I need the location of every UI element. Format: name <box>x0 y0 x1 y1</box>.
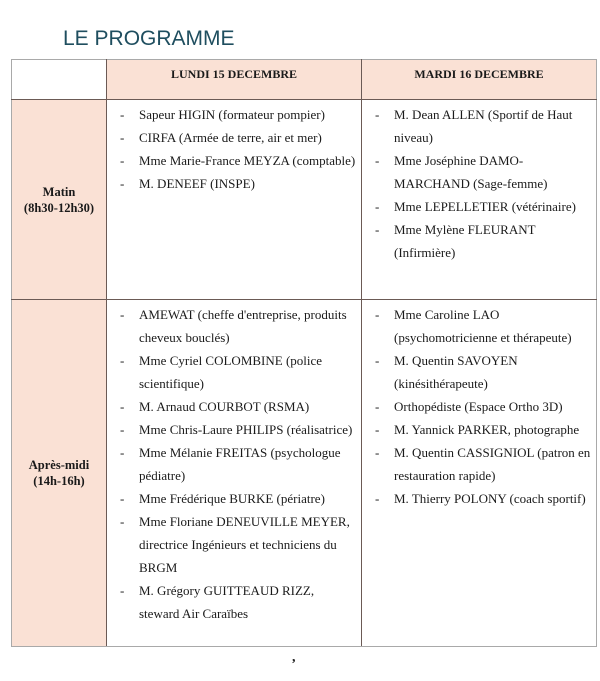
slot-time: (8h30-12h30) <box>23 200 95 215</box>
bullet-dash: - <box>120 445 125 460</box>
slot-afternoon <box>12 300 107 647</box>
speaker-text: Mme Mélanie FREITAS (psychologue pédiatre) <box>139 445 341 483</box>
speaker-item <box>107 579 357 625</box>
bullet-dash: - <box>120 176 125 191</box>
speaker-text: Sapeur HIGIN (formateur pompier) <box>139 107 325 122</box>
speaker-item <box>107 303 357 349</box>
speaker-item <box>107 349 357 395</box>
header-row <box>12 60 597 100</box>
speaker-item <box>362 218 592 264</box>
slot-label: Après-midi <box>28 458 90 472</box>
speaker-text: M. Yannick PARKER, photographe <box>394 422 580 437</box>
speaker-item <box>107 487 357 510</box>
bullet-dash: - <box>120 514 125 529</box>
speaker-item <box>107 149 357 172</box>
bullet-dash: - <box>375 307 380 322</box>
footer-mark: , <box>292 650 296 665</box>
speaker-text: M. Arnaud COURBOT (RSMA) <box>139 399 310 414</box>
bullet-dash: - <box>375 199 380 214</box>
speaker-item <box>362 418 592 441</box>
morning-tuesday-cell <box>362 100 597 300</box>
speaker-text: Mme Floriane DENEUVILLE MEYER, directrice Ingénieurs et techniciens du BRGM <box>139 514 350 575</box>
speaker-item <box>362 487 592 510</box>
bullet-dash: - <box>375 491 380 506</box>
speaker-item <box>362 195 592 218</box>
bullet-dash: - <box>120 153 125 168</box>
speaker-text: M. Dean ALLEN (Sportif de Haut niveau) <box>394 107 573 145</box>
speaker-text: CIRFA (Armée de terre, air et mer) <box>139 130 322 145</box>
header-monday: LUNDI 15 DECEMBRE <box>107 60 362 100</box>
afternoon-tuesday-cell <box>362 300 597 647</box>
speaker-item <box>362 349 592 395</box>
slot-label: Matin <box>42 184 76 199</box>
speaker-text: Mme Chris-Laure PHILIPS (réalisatrice) <box>139 422 353 437</box>
bullet-dash: - <box>375 107 380 122</box>
speaker-text: Mme Caroline LAO (psychomotricienne et thérapeute) <box>394 307 572 345</box>
bullet-dash: - <box>375 445 380 460</box>
speaker-text: AMEWAT (cheffe d'entreprise, produits cheveux bouclés) <box>139 307 347 345</box>
header-tuesday: MARDI 16 DECEMBRE <box>362 60 597 100</box>
speaker-item <box>107 418 357 441</box>
morning-monday-cell <box>107 100 362 300</box>
bullet-dash: - <box>120 422 125 437</box>
speaker-list <box>362 100 596 264</box>
bullet-dash: - <box>375 353 380 368</box>
afternoon-row <box>12 300 597 647</box>
speaker-text: Mme Marie-France MEYZA (comptable) <box>139 153 356 168</box>
speaker-item <box>107 172 357 195</box>
speaker-item <box>362 303 592 349</box>
speaker-text: M. Grégory GUITTEAUD RIZZ, steward Air Caraïbes <box>139 583 315 621</box>
bullet-dash: - <box>120 491 125 506</box>
speaker-text: M. Quentin SAVOYEN (kinésithérapeute) <box>394 353 518 391</box>
speaker-item <box>107 441 357 487</box>
speaker-item <box>107 395 357 418</box>
program-table <box>11 59 597 647</box>
speaker-text: Mme Mylène FLEURANT (Infirmière) <box>394 222 536 260</box>
bullet-dash: - <box>375 422 380 437</box>
speaker-list <box>107 300 361 625</box>
bullet-dash: - <box>120 130 125 145</box>
bullet-dash: - <box>375 399 380 414</box>
speaker-text: Mme LEPELLETIER (vétérinaire) <box>394 199 576 214</box>
slot-time: (14h-16h) <box>33 474 85 488</box>
bullet-dash: - <box>375 153 380 168</box>
speaker-item <box>362 395 592 418</box>
speaker-list <box>107 100 361 195</box>
bullet-dash: - <box>120 107 125 122</box>
slot-morning <box>12 100 107 300</box>
speaker-item <box>362 441 592 487</box>
speaker-item <box>362 149 592 195</box>
speaker-item <box>107 103 357 126</box>
bullet-dash: - <box>120 399 125 414</box>
speaker-item <box>362 103 592 149</box>
speaker-text: M. Thierry POLONY (coach sportif) <box>394 491 586 506</box>
speaker-item <box>107 510 357 579</box>
speaker-item <box>107 126 357 149</box>
bullet-dash: - <box>120 353 125 368</box>
speaker-text: Mme Frédérique BURKE (périatre) <box>139 491 325 506</box>
bullet-dash: - <box>120 307 125 322</box>
speaker-list <box>362 300 596 510</box>
bullet-dash: - <box>120 583 125 598</box>
speaker-text: M. Quentin CASSIGNIOL (patron en restauration rapide) <box>394 445 591 483</box>
speaker-text: Orthopédiste (Espace Ortho 3D) <box>394 399 563 414</box>
speaker-text: Mme Joséphine DAMO-MARCHAND (Sage-femme) <box>394 153 548 191</box>
speaker-text: Mme Cyriel COLOMBINE (police scientifique) <box>139 353 323 391</box>
page-title: LE PROGRAMME <box>63 27 235 50</box>
bullet-dash: - <box>375 222 380 237</box>
speaker-text: M. DENEEF (INSPE) <box>139 176 255 191</box>
morning-row <box>12 100 597 300</box>
afternoon-monday-cell <box>107 300 362 647</box>
header-corner-cell <box>12 60 107 100</box>
